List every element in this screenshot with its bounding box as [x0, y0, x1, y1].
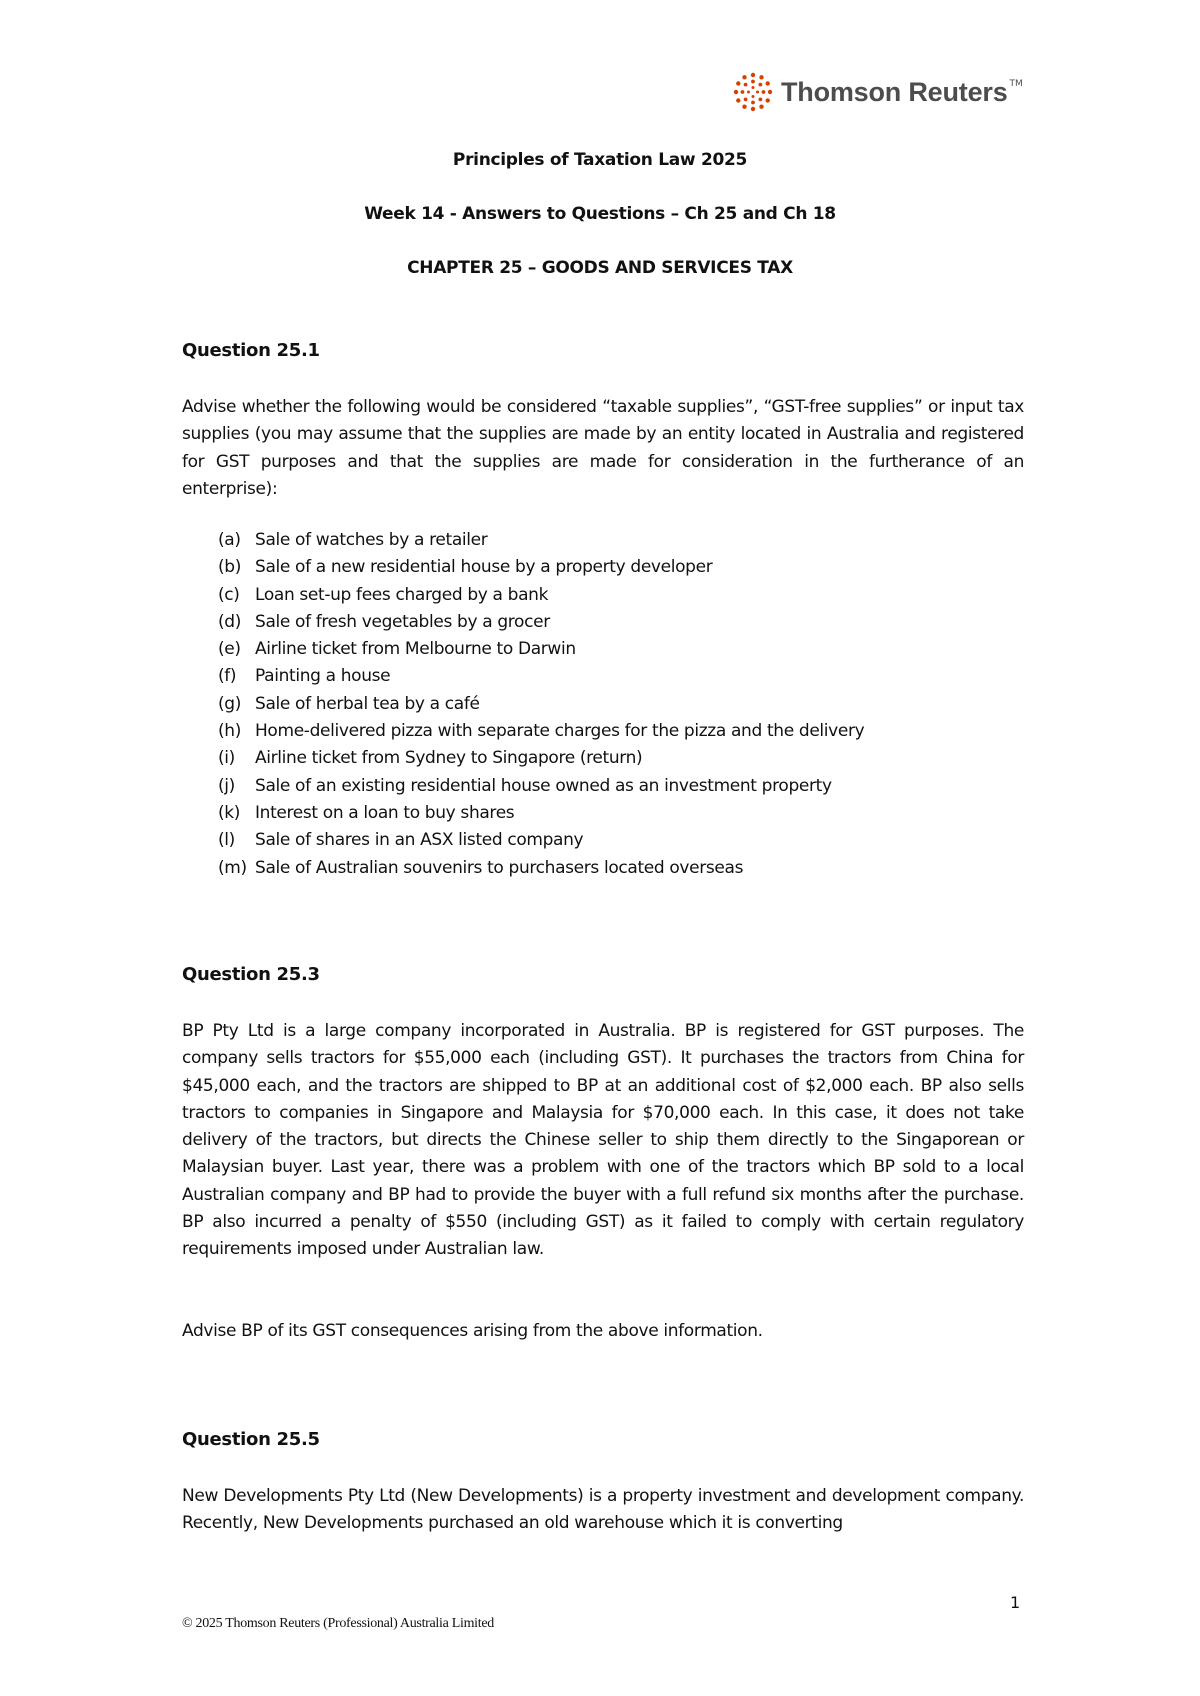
document-title: Principles of Taxation Law 2025: [452, 150, 748, 170]
logo-trademark: TM: [1009, 79, 1023, 89]
list-item: (i) Airline ticket from Sydney to Singapore (return): [218, 748, 643, 769]
list-item: (c) Loan set-up fees charged by a bank: [218, 584, 549, 605]
page-number: 1: [1010, 1593, 1021, 1612]
question-25-1-list: [218, 527, 864, 882]
question-25-5-body: New Developments Pty Ltd (New Developments) is a property investment and development company. Recently, New Developments purchased an old warehouse which it is converting: [182, 1486, 1024, 1534]
question-25-3-heading: Question 25.3: [182, 964, 320, 985]
list-item: (g) Sale of herbal tea by a café: [218, 693, 480, 714]
question-25-1-heading: Question 25.1: [182, 340, 320, 361]
list-item: (h) Home-delivered pizza with separate charges for the pizza and the delivery: [218, 721, 865, 742]
list-item: (b) Sale of a new residential house by a property developer: [218, 557, 713, 578]
document-subtitle: Week 14 - Answers to Questions – Ch 25 and Ch 18: [364, 204, 836, 224]
chapter-heading: CHAPTER 25 – GOODS AND SERVICES TAX: [407, 258, 793, 278]
list-item: (a) Sale of watches by a retailer: [218, 530, 488, 550]
list-item: (k) Interest on a loan to buy shares: [218, 802, 515, 823]
question-25-3-body: BP Pty Ltd is a large company incorporated in Australia. BP is registered for GST purposes. The company sells tractors for $55,000 each (including GST). It purchases the tractors from China for $45,000 each, and the tractors are shipped to BP at an additional cost of $2,000 each. BP also sells tractors to companies in Singapore and Malaysia for $70,000 each. In this case, it does not take delivery of the tractors, but directs the Chinese seller to ship them directly to the Singaporean or Malaysian buyer. Last year, there was a problem with one of the tractors which BP sold to a local Australian company and BP had to provide the buyer with a full refund six months after the purchase. BP also incurred a penalty of $550 (including GST) as it failed to comply with certain regulatory requirements imposed under Australian law.: [182, 1021, 1024, 1260]
list-item: (e) Airline ticket from Melbourne to Darwin: [218, 639, 576, 660]
question-25-1-intro: Advise whether the following would be considered “taxable supplies”, “GST-free supplies” or input tax supplies (you may assume that the supplies are made by an entity located in Australia and registered for GST purposes and that the supplies are made for consideration in the furtherance of an enterprise):: [182, 397, 1024, 499]
thomson-reuters-logo: [733, 70, 1023, 114]
copyright-footer: © 2025 Thomson Reuters (Professional) Australia Limited: [182, 1616, 494, 1631]
question-25-3-ask: Advise BP of its GST consequences arising from the above information.: [182, 1321, 763, 1341]
logo-wordmark: Thomson Reuters: [781, 76, 1008, 107]
thomson-reuters-dot-ring-icon: [733, 72, 773, 112]
list-item: (d) Sale of fresh vegetables by a grocer: [218, 611, 550, 632]
list-item: (j) Sale of an existing residential house owned as an investment property: [218, 775, 832, 796]
question-25-5-heading: Question 25.5: [182, 1429, 320, 1450]
list-item: (f) Painting a house: [218, 666, 391, 687]
list-item: (l) Sale of shares in an ASX listed company: [218, 830, 584, 851]
list-item: (m) Sale of Australian souvenirs to purchasers located overseas: [218, 857, 744, 878]
